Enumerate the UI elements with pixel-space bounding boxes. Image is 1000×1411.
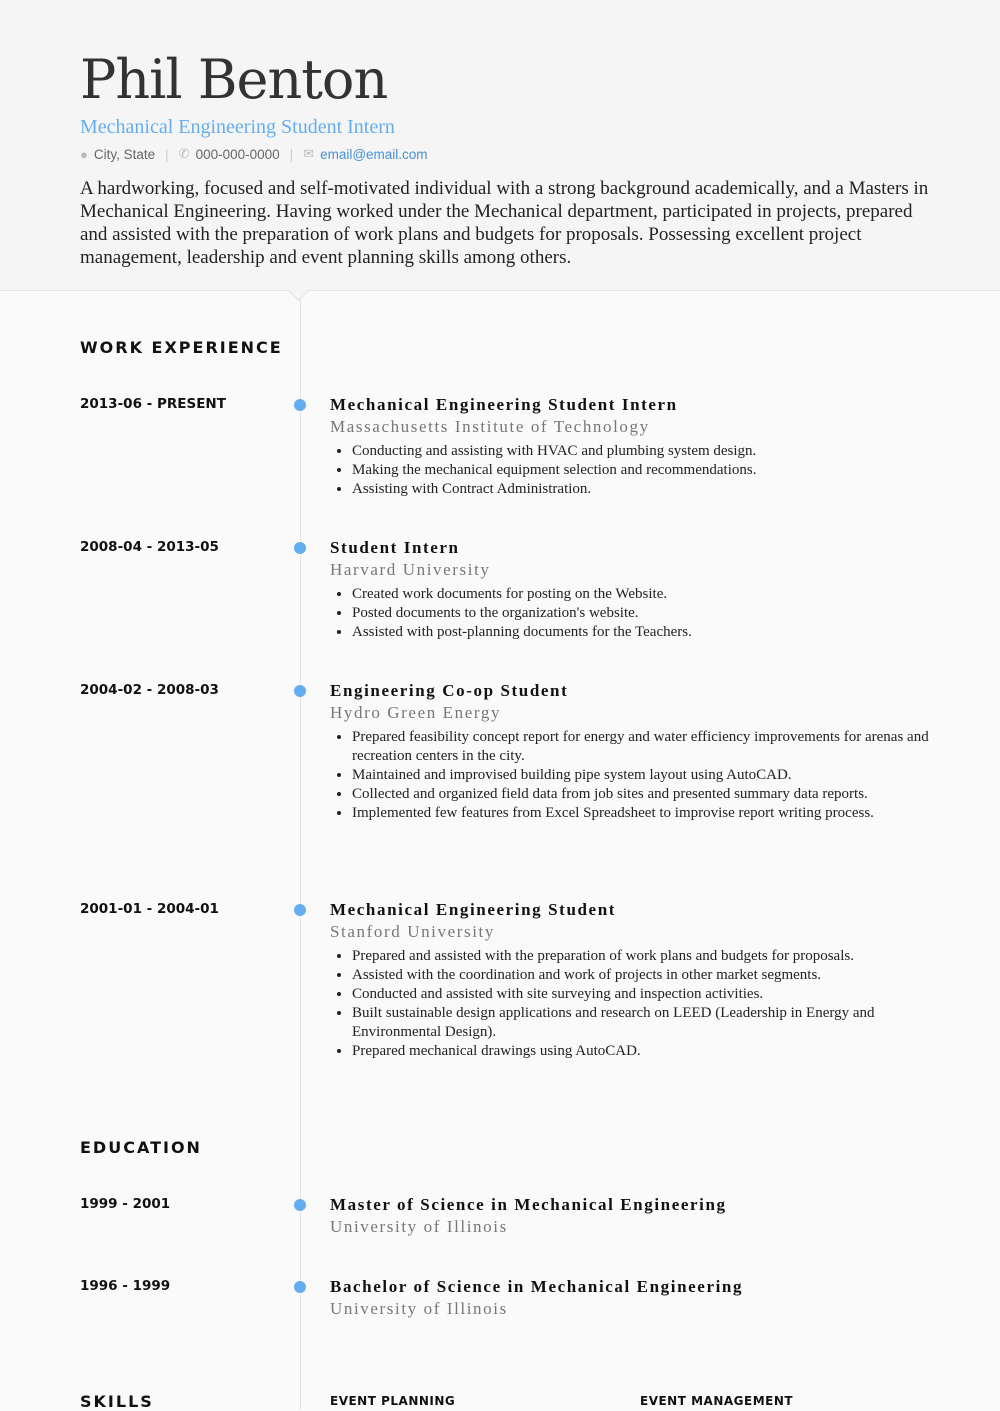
bullet-item: • Making the mechanical equipment selection and recommendations. [352, 461, 930, 480]
entry-date: 1999 - 2001 [80, 1196, 171, 1212]
entry-bullets [330, 442, 930, 499]
timeline-dot [294, 399, 306, 411]
entry-organization: Stanford University [330, 922, 495, 941]
bullet-item: • Conducting and assisting with HVAC and plumbing system design. [352, 442, 930, 461]
entry-organization: University of Illinois [330, 1299, 508, 1318]
entry-organization: Hydro Green Energy [330, 703, 502, 722]
email-link[interactable]: email@email.com [320, 146, 428, 162]
entry-content [330, 537, 930, 642]
bullet-item: • Maintained and improvised building pipe system layout using AutoCAD. [352, 766, 930, 785]
entry-bullets [330, 947, 930, 1061]
map-pin-icon: ● [80, 146, 88, 162]
timeline-dot [294, 685, 306, 697]
entry-bullets [330, 585, 930, 642]
entry-date: 2013-06 - PRESENT [80, 396, 226, 412]
phone: 000-000-0000 [195, 146, 280, 162]
skill-item: EVENT MANAGEMENT [640, 1394, 794, 1408]
resume-header [0, 0, 1000, 291]
entry-content [330, 394, 930, 499]
entry-title: Engineering Co-op Student [330, 681, 569, 700]
bullet-item: • Conducted and assisted with site surveying and inspection activities. [352, 985, 930, 1004]
entry-content [330, 680, 930, 823]
phone-icon: ✆ [178, 146, 190, 161]
bullet-item: • Implemented few features from Excel Spreadsheet to improvise report writing process. [352, 804, 930, 823]
skill-item: EVENT PLANNING [330, 1394, 456, 1408]
contact-info [80, 146, 428, 162]
entry-content [330, 1276, 930, 1320]
entry-title: Mechanical Engineering Student Intern [330, 395, 678, 414]
section-skills: SKILLS [80, 1392, 154, 1411]
entry-date: 2008-04 - 2013-05 [80, 539, 219, 555]
entry-date: 1996 - 1999 [80, 1278, 171, 1294]
bullet-item: • Prepared mechanical drawings using AutoCAD. [352, 1042, 930, 1061]
timeline-dot [294, 904, 306, 916]
section-education: EDUCATION [80, 1138, 202, 1157]
entry-content [330, 899, 930, 1061]
separator: | [289, 146, 294, 162]
timeline-dot [294, 1281, 306, 1293]
timeline-dot [294, 542, 306, 554]
entry-title: Bachelor of Science in Mechanical Engineering [330, 1277, 744, 1296]
bullet-item: • Posted documents to the organization's website. [352, 604, 930, 623]
timeline-dot [294, 1199, 306, 1211]
bullet-item: • Assisted with post-planning documents for the Teachers. [352, 623, 930, 642]
entry-title: Student Intern [330, 538, 460, 557]
entry-date: 2004-02 - 2008-03 [80, 682, 219, 698]
entry-title: Master of Science in Mechanical Engineering [330, 1195, 727, 1214]
envelope-icon: ✉ [303, 146, 315, 161]
bullet-item: • Created work documents for posting on the Website. [352, 585, 930, 604]
entry-date: 2001-01 - 2004-01 [80, 901, 219, 917]
separator: | [165, 146, 169, 162]
bullet-item: • Assisted with the coordination and work of projects in other market segments. [352, 966, 930, 985]
bullet-item: • Collected and organized field data from job sites and presented summary data reports. [352, 785, 930, 804]
entry-title: Mechanical Engineering Student [330, 900, 617, 919]
bullet-item: • Built sustainable design applications and research on LEED (Leadership in Energy and Environmental Design). [352, 1004, 930, 1042]
entry-bullets [330, 728, 930, 823]
bullet-item: • Prepared and assisted with the preparation of work plans and budgets for proposals. [352, 947, 930, 966]
entry-organization: Massachusetts Institute of Technology [330, 417, 650, 436]
entry-organization: University of Illinois [330, 1217, 508, 1236]
bullet-item: • Prepared feasibility concept report for energy and water efficiency improvements for arenas and recreation centers in the city. [352, 728, 930, 766]
summary: A hardworking, focused and self-motivated individual with a strong background academically, and a Masters in Mechanical Engineering. Having worked under the Mechanical department, participated in projects, prepared and assisted with the preparation of work plans and budgets for proposals. Possessing excellent project management, leadership and event planning skills among others. [80, 178, 929, 268]
bullet-item: • Assisting with Contract Administration. [352, 480, 930, 499]
candidate-name: Phil Benton [80, 48, 388, 111]
section-work-experience: WORK EXPERIENCE [80, 338, 283, 357]
candidate-role: Mechanical Engineering Student Intern [80, 116, 395, 138]
entry-organization: Harvard University [330, 560, 491, 579]
location: City, State [93, 146, 156, 162]
timeline-line [300, 297, 301, 1410]
entry-content [330, 1194, 930, 1238]
